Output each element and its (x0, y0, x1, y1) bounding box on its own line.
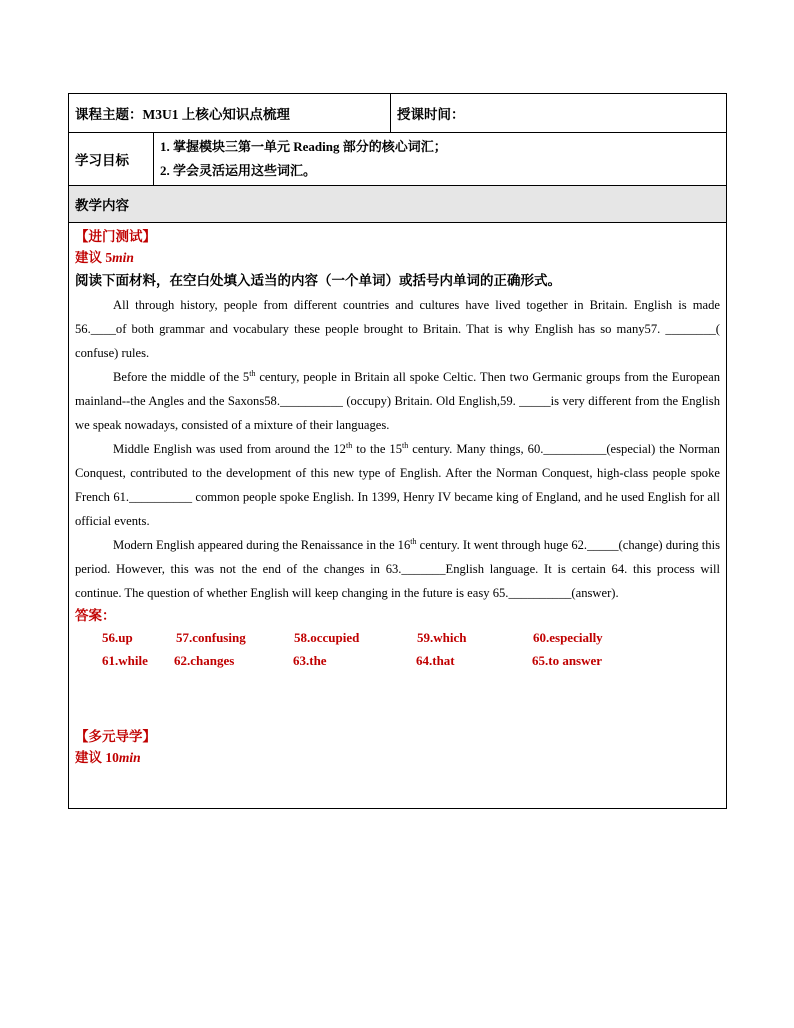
paragraph-text: Before the middle of the 5 (113, 370, 250, 384)
answer-title: 答案： (75, 608, 116, 623)
ordinal-suffix: th (249, 368, 256, 378)
answer-item: 63.the (293, 653, 327, 668)
lesson-time-label: 授课时间： (391, 94, 727, 133)
goals-label: 学习目标 (69, 133, 154, 186)
course-topic: 课程主题：M3U1 上核心知识点梳理 (69, 94, 391, 133)
passage-paragraph-3 (75, 437, 720, 533)
answer-grid (75, 627, 720, 677)
answer-item: 62.changes (174, 653, 235, 668)
paragraph-text: Middle English was used from around the 12 (113, 442, 346, 456)
goal-item: 1. 掌握模块三第一单元 Reading 部分的核心词汇； (160, 139, 447, 154)
passage-paragraph-4 (75, 533, 720, 605)
passage-paragraph-2 (75, 365, 720, 437)
ordinal-suffix: th (410, 536, 417, 546)
multi-guide-suggestion (75, 747, 720, 768)
entry-test-instruction: 阅读下面材料，在空白处填入适当的内容（一个单词）或括号内单词的正确形式。 (75, 273, 561, 288)
answer-item: 56.up (102, 630, 133, 645)
answer-item: 59.which (417, 630, 467, 645)
goals-list (154, 133, 727, 186)
suggest-prefix: 建议 10 (75, 750, 119, 765)
paragraph-text: century. It went through huge 62._____(change) during this period. However, this was not the end of the changes in 63._______English language. It is certain 64. this process will continue. The question of whether English will keep changing in the future is easy 65.__________(answer). (75, 538, 720, 600)
goals-row (69, 133, 727, 186)
passage-paragraph-1 (75, 293, 720, 365)
body-cell (69, 223, 727, 809)
goal-item: 2. 学会灵活运用这些词汇。 (160, 163, 317, 178)
paragraph-text: Modern English appeared during the Renaissance in the 16 (113, 538, 411, 552)
paragraph-text: century, people in Britain all spoke Celtic. Then two Germanic groups from the European mainland--the Angles and the Saxons58.__________ (occupy) Britain. Old English,59. _____is very different from the English we speak nowadays, consisted of a mixture of their languages. (75, 370, 721, 432)
answer-item: 57.confusing (176, 630, 246, 645)
entry-test-suggestion (75, 247, 720, 268)
answer-item: 61.while (102, 653, 148, 668)
content-label: 教学内容 (69, 186, 727, 223)
suggest-prefix: 建议 5 (75, 250, 113, 265)
multi-guide-title: 【多元导学】 (75, 729, 156, 744)
paragraph-text: to the 15 (352, 442, 402, 456)
content-row (69, 186, 727, 223)
suggest-unit: min (112, 250, 134, 265)
paragraph-text: century. Many things, 60.__________(especial) the Norman Conquest, contributed to the development of this new type of English. After the Norman Conquest, high-class people spoke French 61.__________ common people spoke English. In 1399, Henry IV became king of England, and he used English for all official events. (75, 442, 720, 528)
topic-row (69, 94, 727, 133)
lesson-plan-table (68, 93, 727, 809)
body-row (69, 223, 727, 809)
answer-item: 64.that (416, 653, 455, 668)
answer-item: 60.especially (533, 630, 603, 645)
suggest-unit: min (118, 750, 141, 765)
answer-item: 58.occupied (294, 630, 360, 645)
ordinal-suffix: th (345, 440, 353, 450)
paragraph-text: All through history, people from different countries and cultures have lived together in Britain. English is made 56.____of both grammar and vocabulary these people brought to Britain. That is why English has so many57. ________( confuse) rules. (75, 298, 720, 360)
entry-test-title: 【进门测试】 (75, 229, 156, 244)
ordinal-suffix: th (402, 440, 409, 450)
spacer (75, 677, 720, 726)
answer-item: 65.to answer (532, 653, 603, 668)
